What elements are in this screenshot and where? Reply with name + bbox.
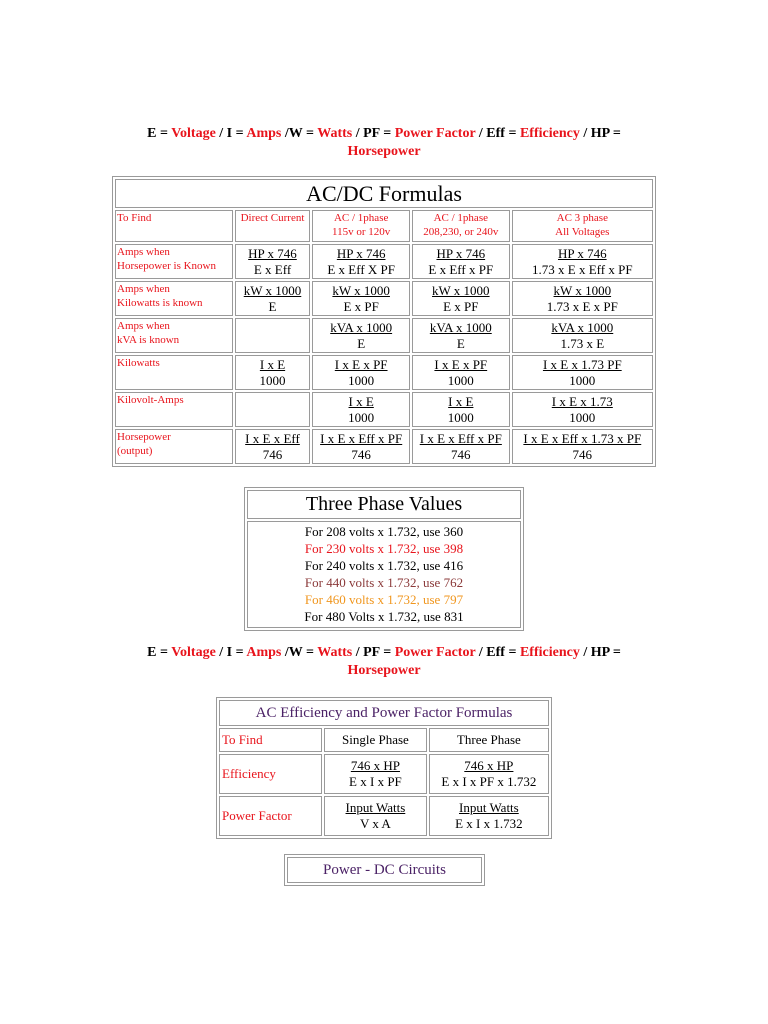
legend-e-key: E = (147, 645, 168, 660)
acdc-header-cell (235, 210, 311, 242)
acdc-header-cell (312, 210, 410, 242)
acdc-header-cell (115, 210, 233, 242)
numerator: kW x 1000 (243, 282, 302, 298)
header-line: All Voltages (555, 226, 610, 238)
denominator: 1000 (447, 372, 474, 388)
three-phase-table (244, 487, 524, 631)
acdc-row-label (115, 429, 233, 464)
efficiency-label: Efficiency (219, 754, 322, 794)
legend-eff-val: Efficiency (519, 645, 580, 660)
ac-efficiency-table (216, 697, 552, 839)
denominator: 1000 (348, 372, 375, 388)
numerator: I x E (448, 393, 474, 409)
denominator: 1000 (569, 409, 596, 425)
numerator: 746 x HP (464, 758, 514, 773)
acdc-formula-cell (235, 392, 311, 427)
legend-e-key: E = (147, 126, 168, 141)
legend-hp-key: / HP = (583, 126, 621, 141)
denominator: 1.73 x E x PF (546, 298, 618, 314)
numerator: kW x 1000 (332, 282, 390, 298)
acdc-formula-cell (312, 244, 410, 279)
denominator: V x A (360, 816, 391, 831)
three-phase-line: For 440 volts x 1.732, use 762 (304, 575, 464, 590)
numerator: HP x 746 (336, 245, 386, 261)
numerator: kW x 1000 (432, 282, 490, 298)
header-line: 115v or 120v (332, 226, 391, 238)
legend-pf-key: / PF = (355, 126, 392, 141)
acdc-formula-cell (312, 392, 410, 427)
row-label-line: Amps when (117, 246, 170, 258)
acdc-row (115, 355, 653, 390)
numerator: I x E x PF (434, 356, 488, 372)
legend-i-val: Amps (246, 645, 282, 660)
numerator: I x E (259, 356, 286, 372)
legend-pf-val: Power Factor (394, 126, 476, 141)
acdc-header-row (115, 210, 653, 242)
acdc-row (115, 392, 653, 427)
row-label-line: Horsepower is Known (117, 260, 216, 272)
acdc-formula-cell (412, 281, 510, 316)
acdc-formula-cell (512, 281, 653, 316)
row-label-line: Kilowatts is known (117, 297, 203, 309)
header-to-find: To Find (219, 728, 322, 752)
denominator: E x Eff X PF (327, 261, 395, 277)
numerator: I x E x 1.73 (551, 393, 613, 409)
denominator: E x I x 1.732 (455, 816, 523, 831)
numerator: kVA x 1000 (330, 319, 393, 335)
row-label-line: Kilovolt-Amps (117, 394, 184, 406)
legend-hp-val: Horsepower (347, 144, 421, 159)
denominator: 746 (572, 446, 593, 462)
numerator: HP x 746 (557, 245, 607, 261)
acdc-formula-cell (512, 392, 653, 427)
denominator: E x I x PF (349, 774, 402, 789)
numerator: kW x 1000 (553, 282, 612, 298)
header-line: Direct Current (240, 212, 305, 224)
legend-eff-val: Efficiency (519, 126, 580, 141)
acdc-header-cell (412, 210, 510, 242)
numerator: I x E x Eff x 1.73 x PF (523, 430, 642, 446)
header-line: AC 3 phase (556, 212, 608, 224)
header-single-phase: Single Phase (324, 728, 427, 752)
numerator: I x E x PF (334, 356, 388, 372)
denominator: E x Eff x PF (428, 261, 494, 277)
power-dc-table (284, 854, 485, 886)
acdc-formula-cell (312, 429, 410, 464)
legend-eff-key: / Eff = (478, 126, 517, 141)
denominator: E (268, 298, 277, 314)
pf-three-formula (429, 796, 549, 836)
acdc-formula-cell (512, 429, 653, 464)
efficiency-single-formula (324, 754, 427, 794)
three-phase-title: Three Phase Values (247, 490, 521, 519)
acdc-formula-cell (412, 244, 510, 279)
denominator: E x Eff (253, 261, 292, 277)
acdc-formula-cell (412, 355, 510, 390)
acdc-formula-cell (512, 318, 653, 353)
legend-pf-val: Power Factor (394, 645, 476, 660)
legend-w-key: /W = (284, 126, 314, 141)
denominator: 1000 (259, 372, 286, 388)
acdc-header-cell (512, 210, 653, 242)
acdc-row-label (115, 244, 233, 279)
power-factor-label: Power Factor (219, 796, 322, 836)
numerator: HP x 746 (248, 245, 297, 261)
acdc-row (115, 281, 653, 316)
legend-w-val: Watts (317, 645, 353, 660)
acdc-title: AC/DC Formulas (115, 179, 653, 208)
acdc-formula-cell (412, 318, 510, 353)
acdc-formula-cell (235, 429, 311, 464)
numerator: kVA x 1000 (429, 319, 492, 335)
header-three-phase: Three Phase (429, 728, 549, 752)
acdc-formula-cell (235, 244, 311, 279)
acdc-formula-cell (235, 318, 311, 353)
numerator: I x E x Eff x PF (320, 430, 403, 446)
denominator: 746 (451, 446, 471, 462)
acdc-formula-cell (412, 429, 510, 464)
legend-i-val: Amps (246, 126, 282, 141)
three-phase-line: For 480 Volts x 1.732, use 831 (304, 609, 464, 624)
acdc-formula-cell (235, 355, 311, 390)
legend-top (0, 125, 768, 161)
legend-eff-key: / Eff = (478, 645, 517, 660)
denominator: E (456, 335, 465, 351)
acdc-row (115, 318, 653, 353)
denominator: 1000 (348, 409, 375, 425)
denominator: 746 (262, 446, 283, 462)
legend-i-key: / I = (219, 645, 244, 660)
pf-single-formula (324, 796, 427, 836)
header-line: To Find (117, 212, 152, 224)
three-phase-line: For 460 volts x 1.732, use 797 (304, 592, 464, 607)
legend-e-val: Voltage (171, 645, 216, 660)
numerator: Input Watts (458, 800, 519, 815)
denominator: 1000 (447, 409, 474, 425)
legend-hp-val: Horsepower (347, 663, 421, 678)
numerator: 746 x HP (350, 758, 400, 773)
three-phase-line: For 230 volts x 1.732, use 398 (304, 541, 464, 556)
acdc-formula-cell (512, 355, 653, 390)
denominator: E x PF (343, 298, 379, 314)
denominator: 1.73 x E x Eff x PF (532, 261, 633, 277)
acdc-row-label (115, 355, 233, 390)
acdc-formula-cell (235, 281, 311, 316)
denominator: 1.73 x E (560, 335, 605, 351)
denominator: E x I x PF x 1.732 (441, 774, 537, 789)
acdc-row (115, 429, 653, 464)
acdc-formula-cell (512, 244, 653, 279)
acdc-formula-cell (412, 392, 510, 427)
numerator: I x E x 1.73 PF (542, 356, 622, 372)
legend-i-key: / I = (219, 126, 244, 141)
acdc-formula-cell (312, 355, 410, 390)
row-label-line: (output) (117, 445, 153, 457)
numerator: I x E x Eff (245, 430, 300, 446)
legend-w-val: Watts (317, 126, 353, 141)
header-line: AC / 1phase (333, 212, 389, 224)
row-label-line: Amps when (117, 320, 170, 332)
denominator: 1000 (569, 372, 596, 388)
row-label-line: Horsepower (117, 431, 171, 443)
numerator: kVA x 1000 (551, 319, 614, 335)
legend-hp-key: / HP = (583, 645, 621, 660)
denominator: 746 (351, 446, 371, 462)
header-line: 208,230, or 240v (423, 226, 499, 238)
numerator: I x E x Eff x PF (419, 430, 502, 446)
numerator: I x E (348, 393, 374, 409)
acdc-row-label (115, 281, 233, 316)
denominator: E x PF (443, 298, 479, 314)
legend-w-key: /W = (284, 645, 314, 660)
numerator: HP x 746 (436, 245, 486, 261)
legend-bottom (0, 644, 768, 680)
row-label-line: Kilowatts (117, 357, 160, 369)
acdc-row-label (115, 392, 233, 427)
acdc-row (115, 244, 653, 279)
power-dc-title: Power - DC Circuits (287, 857, 482, 883)
legend-pf-key: / PF = (355, 645, 392, 660)
acdc-formula-cell (312, 318, 410, 353)
three-phase-line: For 240 volts x 1.732, use 416 (304, 558, 464, 573)
row-label-line: Amps when (117, 283, 170, 295)
efficiency-three-formula (429, 754, 549, 794)
three-phase-line: For 208 volts x 1.732, use 360 (304, 524, 464, 539)
row-label-line: kVA is known (117, 334, 180, 346)
denominator: E (357, 335, 366, 351)
acdc-row-label (115, 318, 233, 353)
header-line: AC / 1phase (433, 212, 488, 224)
legend-e-val: Voltage (171, 126, 216, 141)
numerator: Input Watts (345, 800, 406, 815)
acdc-formula-cell (312, 281, 410, 316)
acdc-formulas-table (112, 176, 656, 467)
three-phase-values (247, 521, 521, 628)
efficiency-title: AC Efficiency and Power Factor Formulas (219, 700, 549, 726)
